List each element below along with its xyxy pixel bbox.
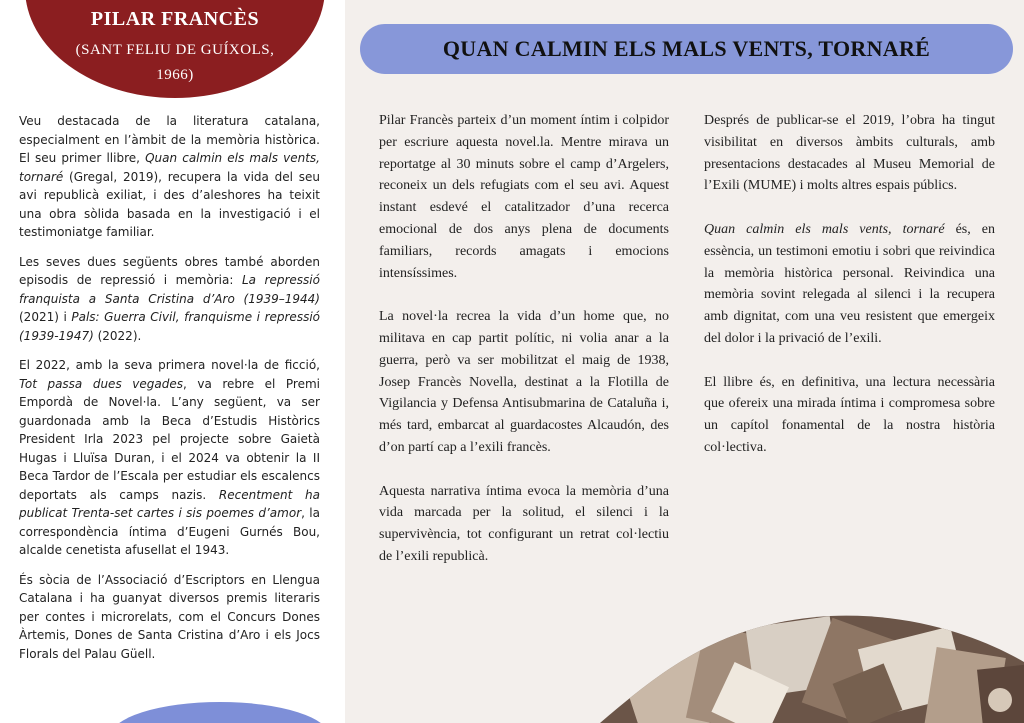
- bio-paragraph: És sòcia de l’Associació d’Escriptors en Llengua Catalana i ha guanyat diversos premis literaris per contes i microrelats, com el Concurs Dones Àrtemis, Dones de Santa Cristina d’Aro i els Jocs Florals del Palau Güell.: [19, 572, 320, 661]
- bio-text: El 2022, amb la seva primera novel·la de ficció,: [19, 358, 320, 372]
- book-title: Quan calmin els mals vents, tornaré: [704, 221, 945, 237]
- bio-text: , la correspondència íntima d’Eugeni Gurnés Bou, alcalde cenetista afusellat el 1943.: [19, 506, 320, 557]
- body-text: és, en essència, un testimoni emotiu i sobri que reivindica la memòria històrica personal. Reivindica una memòria sovint relegada al silenci i la recupera amb dignitat, com una veu resistent que emergeix del dolor i la privació de l’exili.: [704, 221, 995, 346]
- author-birthplace: [55, 38, 295, 88]
- book-title: Pals: Guerra Civil, franquisme i repressió (1939-1947): [19, 310, 320, 343]
- author-birthplace-line1: (SANT FELIU DE GUÍXOLS,: [75, 42, 275, 58]
- body-paragraph: Després de publicar-se el 2019, l’obra ha tingut visibilitat en diversos àmbits culturals, amb presentacions destacades al Museu Memorial de l’Exili (MUME) i molts altres espais públics.: [704, 113, 995, 194]
- body-paragraph: Aquesta narrativa íntima evoca la memòria d’una vida marcada per la solitud, el silenci i la supervivència, tot configurant un retrat col·lectiu de l’exili republicà.: [379, 483, 669, 564]
- text-column-1: [379, 110, 669, 590]
- bio-text: (Gregal, 2019), recupera la vida del seu avi republicà exiliat, i des d’aleshores ha teixit una obra sòlida basada en la investigació i el testimoniatge familiar.: [19, 169, 320, 239]
- body-paragraph: [704, 219, 995, 350]
- book-title: Tot passa dues vegades: [19, 376, 183, 391]
- author-panel: [0, 0, 345, 723]
- body-paragraph: El llibre és, en definitiva, una lectura necessària que ofereix una mirada íntima i compromesa sobre un capítol fonamental de la nostra història col·lectiva.: [704, 374, 995, 455]
- bio-paragraph: [19, 356, 320, 560]
- book-title-heading: QUAN CALMIN ELS MALS VENTS, TORNARÉ: [442, 36, 931, 61]
- body-paragraph: Pilar Francès parteix d’un moment íntim i colpidor per escriure aquesta novel.la. Mentre mirava un reportatge al 30 minuts sobre el camp d’Argelers, reconeix un dels refugiats com el seu avi. Aquest instant esdevé el catalitzador d’una recerca emocional de dos anys plena de documents familiars, records amagats i emocions intensíssimes.: [379, 113, 669, 281]
- book-panel: [345, 0, 1024, 723]
- book-title: Quan calmin els mals vents, tornaré: [19, 151, 320, 184]
- author-biography: [19, 112, 320, 674]
- bio-paragraph: [19, 253, 320, 346]
- body-paragraph: La novel·la recrea la vida d’un home que, no militava en cap partit polític, ni volia anar a la guerra, però va ser mobilitzat el maig de 1938, Josep Francès Novella, destinat a la Flotilla de Vigilancia y Defensa Antisubmarina de Cataluña i, més tard, embarcat al guardacostes Alcaudón, des d’on partí cap a l’exili francès.: [379, 309, 669, 455]
- bio-text: (2022).: [93, 328, 142, 343]
- bio-text: Veu destacada de la literatura catalana, especialment en l’àmbit de la memòria històrica. El seu primer llibre,: [19, 114, 320, 165]
- photos-collage-icon: [600, 612, 1024, 723]
- book-title: La repressió franquista a Santa Cristina d’Aro (1939–1944): [19, 273, 320, 306]
- bio-text: (2021) i: [19, 310, 72, 324]
- bio-text: Les seves dues següents obres també aborden episodis de repressió i memòria:: [19, 254, 320, 287]
- author-birthplace-line2: 1966): [156, 67, 194, 83]
- archive-photos-image: [600, 612, 1024, 723]
- book-title: Recentment ha publicat Trenta-set cartes i sis poemes d’amor: [19, 487, 320, 520]
- bio-text: , va rebre el Premi Empordà de Novel·la. L’any següent, va ser guardonada amb la Beca d’Estudis Històrics President Irla 2023 pel projecte sobre Gaietà Hugas i Lluïsa Duran, i el 2024 va obtenir la II Beca Tardor de l’Escala per estudiar els escalencs deportats als camps nazis.: [19, 376, 321, 502]
- text-column-2: [704, 110, 995, 481]
- bio-paragraph: [19, 112, 320, 242]
- decorative-wave: [110, 702, 330, 723]
- author-name: PILAR FRANCÈS: [90, 8, 260, 30]
